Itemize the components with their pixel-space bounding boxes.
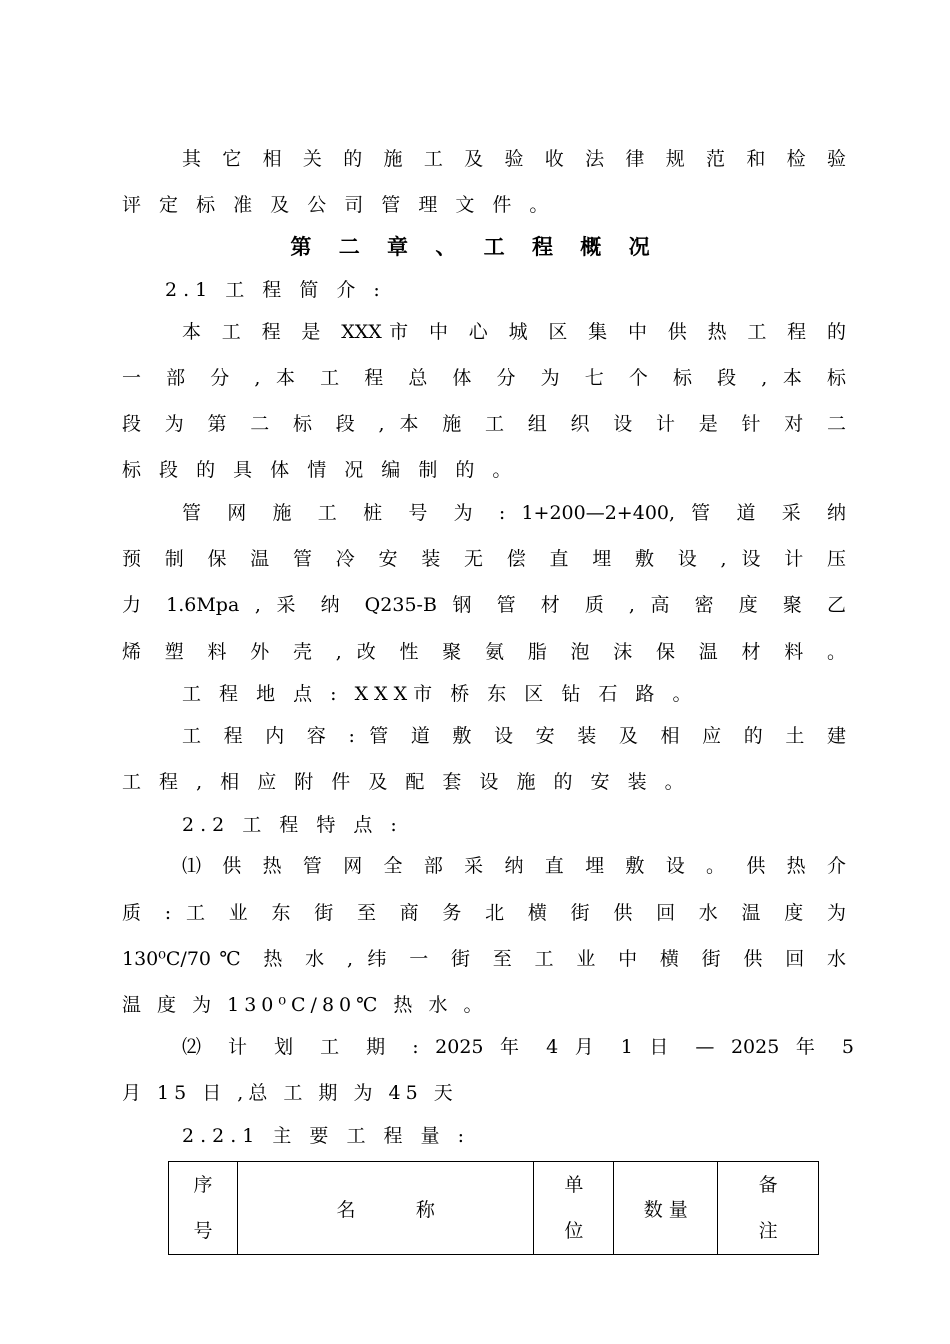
paragraph-line: 评 定 标 准 及 公 司 管 理 文 件 。: [122, 194, 555, 216]
header-quantity: 数 量: [614, 1162, 718, 1255]
header-remarks: 备 注: [718, 1162, 819, 1255]
quantity-table: [168, 1161, 819, 1255]
paragraph-line: ⑴ 供 热 管 网 全 部 采 纳 直 埋 敷 设 。 供 热 介: [182, 855, 846, 877]
paragraph-line: ⑵ 计 划 工 期 : 2025 年 4 月 1 日 — 2025 年 5: [182, 1036, 854, 1058]
paragraph-line: 本 工 程 是 XXX市 中 心 城 区 集 中 供 热 工 程 的: [182, 321, 846, 343]
paragraph-line: 工 程 地 点 : XXX市 桥 东 区 钻 石 路 。: [182, 683, 698, 705]
paragraph-line: 其 它 相 关 的 施 工 及 验 收 法 律 规 范 和 检 验: [182, 148, 846, 170]
paragraph-line: 管 网 施 工 桩 号 为 : 1+200—2+400, 管 道 采 纳: [182, 502, 846, 524]
chapter-title: 第 二 章 、 工 程 概 况: [290, 234, 660, 259]
paragraph-line: 质 : 工 业 东 街 至 商 务 北 横 街 供 回 水 温 度 为: [122, 902, 846, 924]
paragraph-line: 段 为 第 二 标 段 , 本 施 工 组 织 设 计 是 针 对 二: [122, 413, 846, 435]
section-heading: 2.2.1 主 要 工 程 量 :: [182, 1125, 470, 1147]
paragraph-line: 月 15 日 ,总 工 期 为 45 天: [122, 1082, 458, 1104]
paragraph-line: 温 度 为 130⁰C/80℃ 热 水 。: [122, 994, 488, 1016]
header-name: 名 称: [237, 1162, 534, 1255]
paragraph-line: 标 段 的 具 体 情 况 编 制 的 。: [122, 459, 518, 481]
paragraph-line: 力 1.6Mpa , 采 纳 Q235-B 钢 管 材 质 , 高 密 度 聚 乙: [122, 594, 846, 616]
paragraph-line: 一 部 分 , 本 工 程 总 体 分 为 七 个 标 段 , 本 标: [122, 367, 846, 389]
header-index: 序 号: [169, 1162, 238, 1255]
paragraph-line: 130⁰C/70℃ 热 水 , 纬 一 街 至 工 业 中 横 街 供 回 水: [122, 948, 846, 970]
paragraph-line: 预 制 保 温 管 冷 安 装 无 偿 直 埋 敷 设 , 设 计 压: [122, 548, 846, 570]
section-heading: 2.1 工 程 简 介 :: [165, 279, 386, 301]
paragraph-line: 工 程 内 容 : 管 道 敷 设 安 装 及 相 应 的 土 建: [182, 725, 846, 747]
header-unit: 单 位: [534, 1162, 614, 1255]
paragraph-line: 工 程 , 相 应 附 件 及 配 套 设 施 的 安 装 。: [122, 771, 690, 793]
section-heading: 2.2 工 程 特 点 :: [182, 814, 403, 836]
table-header-row: [169, 1162, 819, 1255]
paragraph-line: 烯 塑 料 外 壳 , 改 性 聚 氨 脂 泡 沫 保 温 材 料 。: [122, 641, 846, 663]
